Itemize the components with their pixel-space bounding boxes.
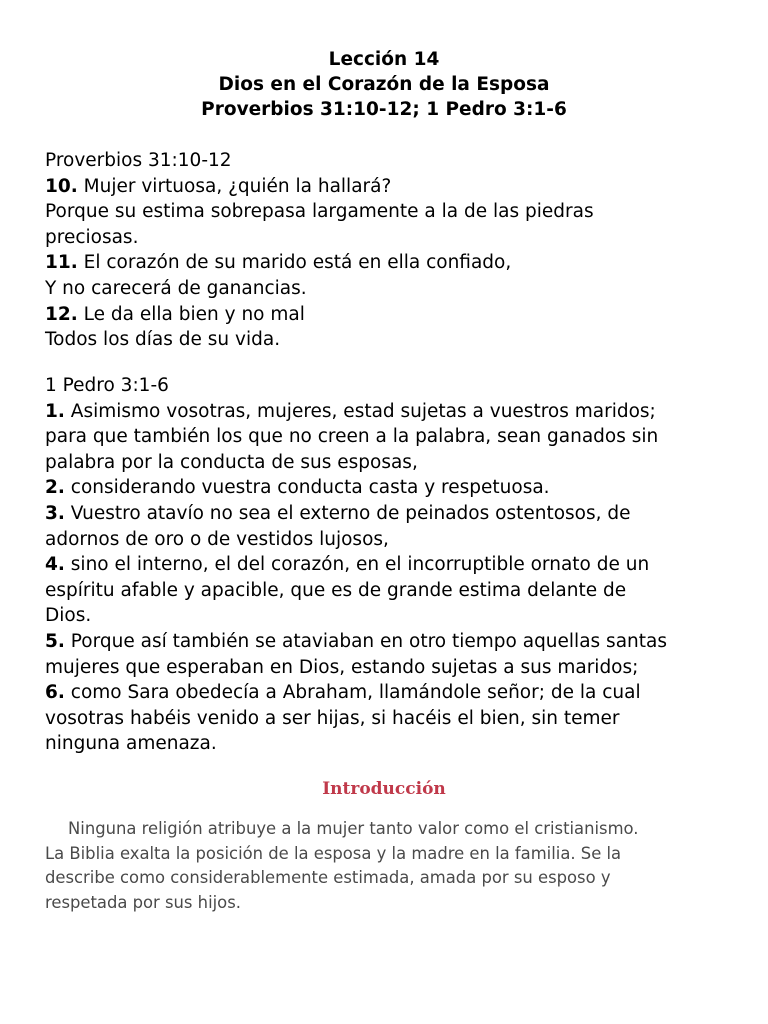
verse-text: Porque así también se ataviaban en otro tiempo aquellas santas xyxy=(64,630,667,652)
verse-line xyxy=(45,424,745,450)
verse-line xyxy=(45,552,745,578)
verse-number: 12. xyxy=(45,303,78,325)
verse-line xyxy=(45,680,745,706)
verse-text: preciosas. xyxy=(45,226,139,248)
verse-line xyxy=(45,327,745,353)
passage-heading: 1 Pedro 3:1-6 xyxy=(45,375,169,396)
verse-line xyxy=(45,225,745,251)
verse-text: El corazón de su marido está en ella confiado, xyxy=(77,252,512,274)
paragraph-line: respetada por sus hijos. xyxy=(45,892,241,912)
verse-text: vosotras habéis venido a ser hijas, si hacéis el bien, sin temer xyxy=(45,707,620,729)
pedro-passage xyxy=(45,373,745,757)
verse-line xyxy=(45,475,745,501)
verse-text: Y no carecerá de ganancias. xyxy=(45,277,307,299)
verse-line xyxy=(45,174,745,200)
verse-line xyxy=(45,603,745,629)
verse-line xyxy=(45,629,745,655)
verse-line xyxy=(45,501,745,527)
verse-text: Vuestro atavío no sea el externo de peinados ostentosos, de xyxy=(64,502,631,524)
lesson-number: Lección 14 xyxy=(328,49,440,70)
verse-text: para que también los que no creen a la palabra, sean ganados sin xyxy=(45,426,659,448)
verse-text: sino el interno, el del corazón, en el incorruptible ornato de un xyxy=(64,554,650,576)
verse-text: Porque su estima sobrepasa largamente a la de las piedras xyxy=(45,201,594,223)
introduction-heading: Introducción xyxy=(322,779,446,799)
verse-text: considerando vuestra conducta casta y respetuosa. xyxy=(64,477,550,499)
verse-line xyxy=(45,450,745,476)
introduction-paragraph xyxy=(45,817,745,915)
paragraph-line: Ninguna religión atribuye a la mujer tanto valor como el cristianismo. xyxy=(68,819,639,838)
verse-text: mujeres que esperaban en Dios, estando sujetas a sus maridos; xyxy=(45,656,639,678)
lesson-title: Dios en el Corazón de la Esposa xyxy=(218,74,550,95)
verse-line xyxy=(45,250,745,276)
verse-number: 6. xyxy=(45,682,65,704)
verse-number: 11. xyxy=(45,252,78,274)
verse-line xyxy=(45,302,745,328)
lesson-references: Proverbios 31:10-12; 1 Pedro 3:1-6 xyxy=(201,99,567,120)
verse-number: 5. xyxy=(45,630,65,652)
verse-text: adornos de oro o de vestidos lujosos, xyxy=(45,528,389,550)
verse-number: 4. xyxy=(45,554,65,576)
verse-number: 10. xyxy=(45,175,78,197)
verse-line xyxy=(45,655,745,681)
paragraph-line: describe como considerablemente estimada, amada por su esposo y xyxy=(45,868,611,887)
verse-text: Dios. xyxy=(45,605,92,627)
verse-line xyxy=(45,199,745,225)
verse-number: 3. xyxy=(45,502,65,524)
verse-text: espíritu afable y apacible, que es de grande estima delante de xyxy=(45,579,627,601)
verse-text: Mujer virtuosa, ¿quién la hallará? xyxy=(77,175,392,197)
verse-number: 1. xyxy=(45,400,65,422)
verse-text: Le da ella bien y no mal xyxy=(77,303,305,325)
verse-line xyxy=(45,706,745,732)
proverbios-passage xyxy=(45,148,745,353)
verse-text: Todos los días de su vida. xyxy=(45,329,281,351)
verse-text: palabra por la conducta de sus esposas, xyxy=(45,451,418,473)
verse-text: ninguna amenaza. xyxy=(45,733,217,755)
lesson-header xyxy=(0,47,768,122)
passage-heading: Proverbios 31:10-12 xyxy=(45,150,232,171)
verse-number: 2. xyxy=(45,477,65,499)
verse-line xyxy=(45,276,745,302)
verse-text: como Sara obedecía a Abraham, llamándole señor; de la cual xyxy=(64,682,641,704)
verse-line xyxy=(45,578,745,604)
verse-text: Asimismo vosotras, mujeres, estad sujetas a vuestros maridos; xyxy=(64,400,656,422)
verse-line xyxy=(45,399,745,425)
verse-line xyxy=(45,527,745,553)
paragraph-line: La Biblia exalta la posición de la esposa y la madre en la familia. Se la xyxy=(45,843,622,863)
verse-line xyxy=(45,731,745,757)
